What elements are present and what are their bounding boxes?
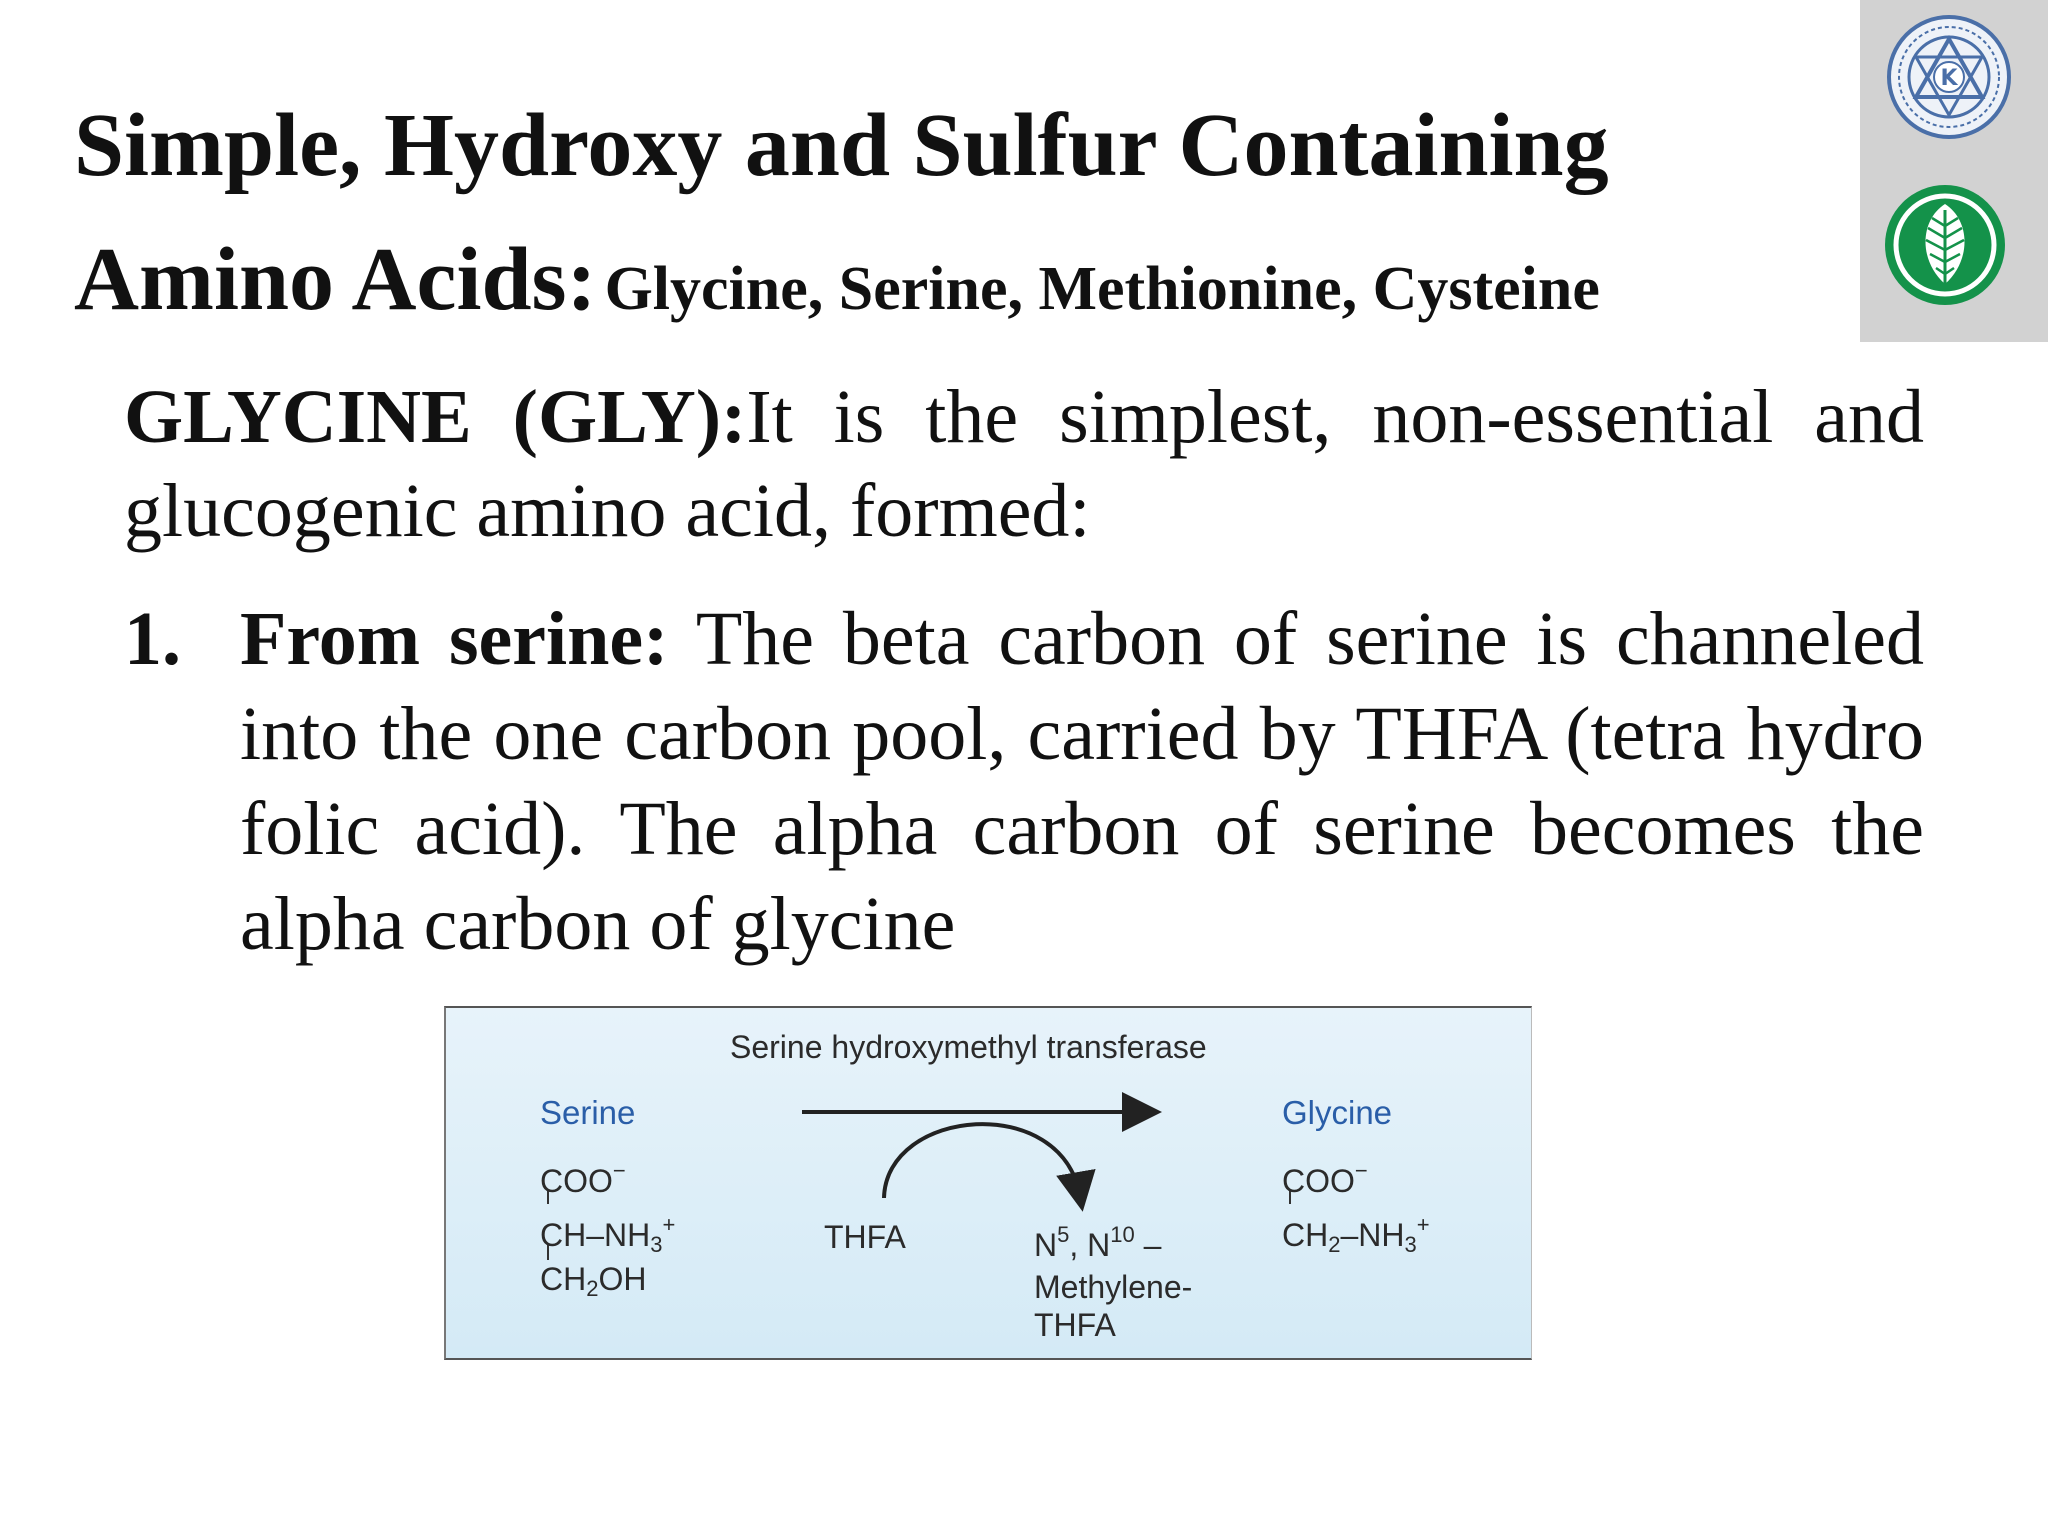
serine-side-chain: $CH_2OH$ [540, 1261, 647, 1301]
glycine-carboxylate: COO− [1282, 1158, 1368, 1199]
cofactor-arc-arrow [884, 1124, 1080, 1198]
title-subtitle: Glycine, Serine, Methionine, Cysteine [604, 255, 1600, 323]
glycine-alpha-carbon: $CH_2-NH_3^+$ [1282, 1212, 1430, 1257]
serine-alpha-carbon: $CH-NH_3^+$ [540, 1212, 676, 1257]
methylene-thfa-line3: THFA [1034, 1307, 1116, 1343]
list-item-heading: From serine: [240, 597, 669, 681]
title-line-1: Simple, Hydroxy and Sulfur Containing [74, 96, 1609, 195]
glycine-heading: GLYCINE (GLY): [124, 375, 747, 459]
list-item-text [240, 592, 1924, 972]
leaf-emblem-icon [1880, 180, 2010, 310]
emblem-seal-icon [1884, 12, 2014, 142]
thfa-label: THFA [824, 1219, 906, 1255]
glycine-label: Glycine [1282, 1094, 1393, 1131]
enzyme-label: Serine hydroxymethyl transferase [730, 1029, 1207, 1065]
glycine-intro-text: It is the simplest, non-essential and glucogenic amino acid, formed: [124, 375, 1924, 553]
methylene-thfa-line2: Methylene- [1034, 1269, 1193, 1305]
reaction-figure [444, 1006, 1532, 1360]
glycine-intro [124, 370, 1924, 558]
slide-title [74, 88, 1834, 356]
list-item-number: 1. [124, 597, 181, 681]
emblem-letter: K [1940, 66, 1958, 91]
serine-carboxylate: COO− [540, 1158, 626, 1199]
serine-label: Serine [540, 1094, 636, 1131]
logo-panel [1860, 0, 2048, 342]
methylene-thfa-line1: $N^5$, $N^{10}$ – [1034, 1222, 1162, 1263]
list-item-body: The beta carbon of serine is channeled into the one carbon pool, carried by THFA (tetra hydro folic acid). The alpha carbon of serine becomes the alpha carbon of glycine [240, 597, 1924, 966]
title-line-2: Amino Acids: [74, 230, 597, 329]
